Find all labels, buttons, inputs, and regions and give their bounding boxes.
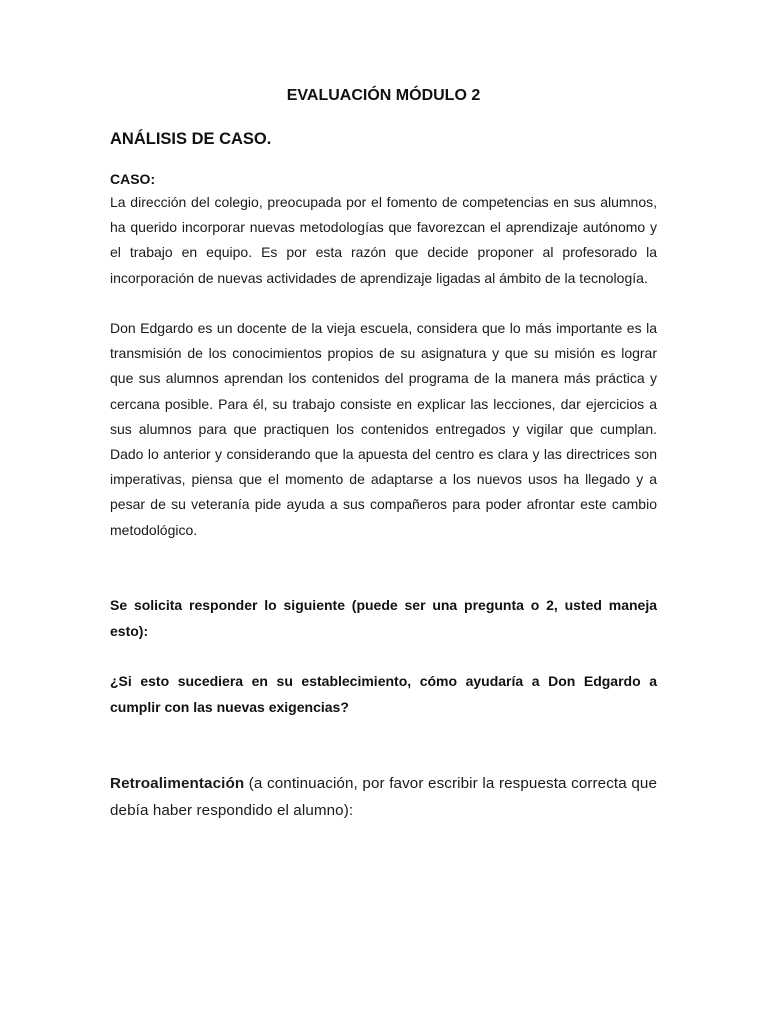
feedback-label: Retroalimentación	[110, 775, 245, 792]
feedback-section	[110, 770, 657, 824]
case-question: ¿Si esto sucediera en su establecimiento, cómo ayudaría a Don Edgardo a cumplir con las nuevas exigencias?	[110, 673, 657, 715]
section-subtitle: ANÁLISIS DE CASO.	[110, 130, 272, 148]
case-paragraph-1: La dirección del colegio, preocupada por el fomento de competencias en sus alumnos, ha querido incorporar nuevas metodologías que favorezcan el aprendizaje autónomo y el trabajo en equipo. Es por esta razón que decide proponer al profesorado la incorporación de nuevas actividades de aprendizaje ligadas al ámbito de la tecnología.	[110, 194, 657, 286]
document-title: EVALUACIÓN MÓDULO 2	[286, 87, 481, 104]
feedback-instruction: (a continuación, por favor escribir la respuesta correcta que debía haber respondido el alumno):	[110, 775, 657, 819]
case-paragraph-2: Don Edgardo es un docente de la vieja escuela, considera que lo más importante es la transmisión de los conocimientos propios de su asignatura y que su misión es lograr que sus alumnos aprendan los contenidos del programa de la manera más práctica y cercana posible. Para él, su trabajo consiste en explicar las lecciones, dar ejercicios a sus alumnos para que practiquen los contenidos entregados y vigilar que cumplan. Dado lo anterior y considerando que la apuesta del centro es clara y las directrices son imperativas, piensa que el momento de adaptarse a los nuevos usos ha llegado y a pesar de su veteranía pide ayuda a sus compañeros para poder afrontar este cambio metodológico.	[110, 320, 657, 538]
case-label: CASO:	[110, 171, 156, 187]
request-instruction: Se solicita responder lo siguiente (puede ser una pregunta o 2, usted maneja esto):	[110, 597, 657, 639]
